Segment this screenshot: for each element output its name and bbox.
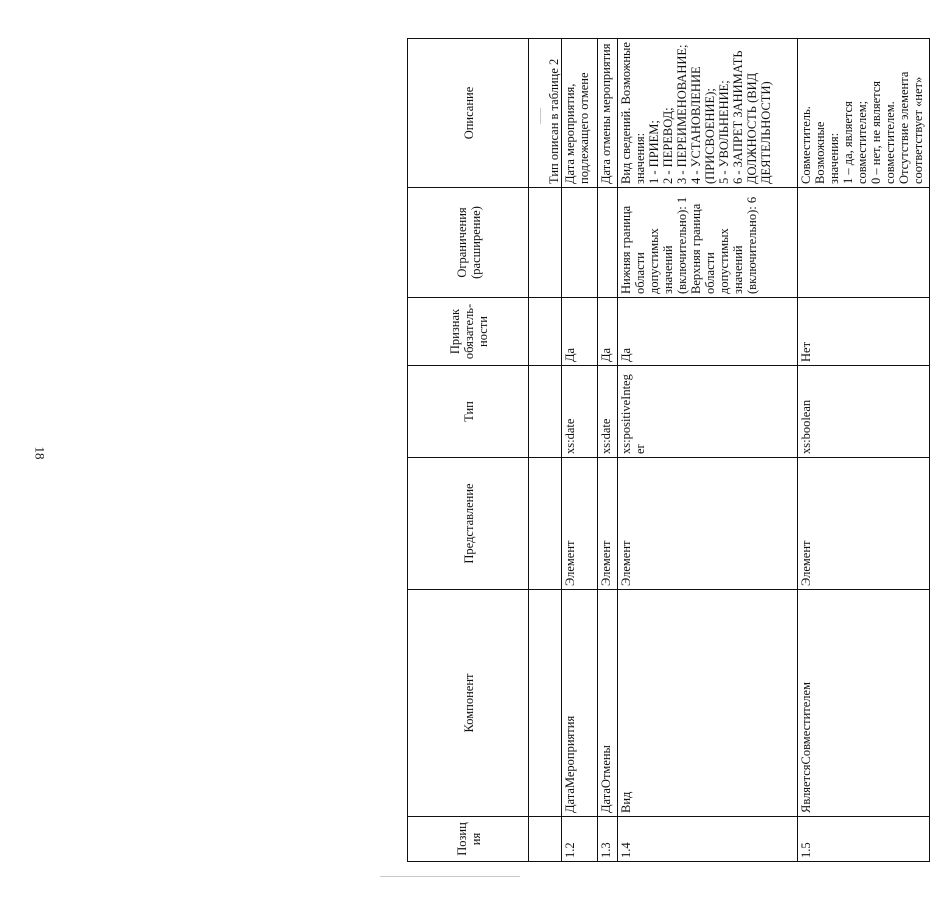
constraint-line: допустимых [647, 228, 661, 294]
header-text: (расширение) [468, 206, 483, 279]
description-line: 2 - ПЕРЕВОД; [661, 107, 675, 184]
header-text: обязатель- [461, 303, 476, 360]
description-line: ДЕЯТЕЛЬНОСТИ) [759, 81, 773, 184]
description-line: (ПРИСВОЕНИЕ); [703, 88, 717, 184]
description-line: Совместитель. Возможные [799, 106, 827, 184]
table-row [529, 39, 562, 862]
specification-table [407, 38, 930, 862]
cell-component: Вид [618, 590, 798, 817]
cell-position: 1.4 [618, 817, 798, 862]
cell-position: 1.3 [598, 817, 618, 862]
description-line: совместителем. [883, 101, 897, 184]
table-row [618, 39, 798, 862]
header-text: ности [475, 316, 490, 347]
description-line: совместителем; [855, 100, 869, 184]
description-line: 0 – нет, не является [869, 80, 883, 184]
constraint-line: (включительно): 1 [675, 196, 689, 294]
header-constraints [408, 188, 529, 298]
cell-description [562, 39, 598, 188]
constraint-line: области [633, 252, 647, 294]
cell-representation: Элемент [798, 458, 930, 590]
cell-type: xs:boolean [798, 366, 930, 458]
table-row [798, 39, 930, 862]
cell-description [798, 39, 930, 188]
table-row [598, 39, 618, 862]
cell-representation [529, 458, 562, 590]
description-line: Вид сведений. Возможные [619, 42, 633, 184]
constraint-line: Нижняя граница [619, 205, 633, 294]
table-row [562, 39, 598, 862]
cell-description [529, 39, 562, 188]
constraint-line: области [703, 252, 717, 294]
header-text: Позиция [454, 822, 483, 856]
header-representation [408, 458, 529, 590]
header-text: Признак [447, 308, 462, 355]
description-line: Дата отмены мероприятия [599, 43, 613, 184]
cell-position [529, 817, 562, 862]
constraint-line: (включительно): 6 [745, 196, 759, 294]
cell-type: xs:date [562, 366, 598, 458]
description-line: значения: [633, 132, 647, 184]
cell-type: xs:date [598, 366, 618, 458]
cell-component: ДатаОтмены [598, 590, 618, 817]
description-line: 3 - ПЕРЕИМЕНОВАНИЕ; [675, 44, 689, 184]
header-text: Представление [461, 483, 476, 564]
cell-required: Да [562, 298, 598, 366]
header-text: Тип [461, 401, 476, 422]
cell-constraints [798, 188, 930, 298]
description-line: ДОЛЖНОСТЬ (ВИД [745, 72, 759, 184]
cell-component: ДатаМероприятия [562, 590, 598, 817]
header-text: Ограничения [454, 207, 469, 278]
description-line: 1 - ПРИЕМ; [647, 120, 661, 184]
cell-constraints [562, 188, 598, 298]
table-header-row [408, 39, 529, 862]
header-text: Описание [461, 86, 476, 140]
description-line: Отсутствие элемента [897, 71, 911, 184]
cell-component: ЯвляетсяСовместителем [798, 590, 930, 817]
description-line: соответствует «нет» [911, 76, 925, 184]
cell-required: Нет [798, 298, 930, 366]
cell-constraints [598, 188, 618, 298]
cell-required: Да [598, 298, 618, 366]
cell-type: xs:positiveInteger [618, 366, 798, 458]
description-line: 5 - УВОЛЬНЕНИЕ; [717, 80, 731, 184]
cell-representation: Элемент [562, 458, 598, 590]
header-type [408, 366, 529, 458]
constraint-line: допустимых [717, 228, 731, 294]
description-line: Дата мероприятия, [563, 83, 577, 184]
cell-position: 1.5 [798, 817, 930, 862]
description-line: 6 - ЗАПРЕТ ЗАНИМАТЬ [731, 50, 745, 184]
cell-representation: Элемент [618, 458, 798, 590]
header-description [408, 39, 529, 188]
header-position [408, 817, 529, 862]
cell-required [529, 298, 562, 366]
cell-required: Да [618, 298, 798, 366]
cell-constraints [618, 188, 798, 298]
rotated-table-container [407, 39, 925, 862]
header-required [408, 298, 529, 366]
cell-type [529, 366, 562, 458]
cell-position: 1.2 [562, 817, 598, 862]
cell-representation: Элемент [598, 458, 618, 590]
cell-constraints [529, 188, 562, 298]
cell-description [598, 39, 618, 188]
constraint-line: значений [661, 245, 675, 294]
cell-description [618, 39, 798, 188]
constraint-line: Верхняя граница [689, 203, 703, 294]
description-line: Тип описан в таблице 2 [547, 58, 561, 184]
scan-edge-line [380, 876, 520, 877]
description-line: 1 – да, является [841, 101, 855, 184]
constraint-line: значений [731, 245, 745, 294]
page-number: 18 [32, 446, 48, 460]
description-line: 4 - УСТАНОВЛЕНИЕ [689, 66, 703, 184]
description-line: подлежащего отмене [577, 72, 591, 184]
description-line: значения: [827, 132, 841, 184]
header-component [408, 590, 529, 817]
header-text: Компонент [461, 673, 476, 733]
cell-component [529, 590, 562, 817]
